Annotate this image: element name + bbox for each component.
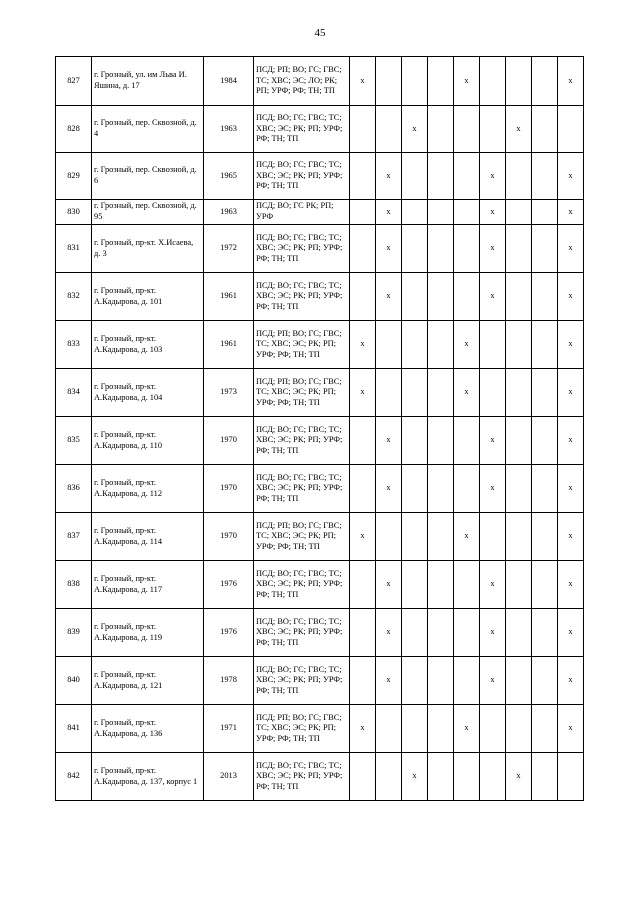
mark-cell: х — [350, 513, 376, 561]
engineering-systems: ПСД; РП; ВО; ГС; ГВС; ТС; ХВС; ЭС; РК; РП; УРФ; РФ; ТН; ТП — [254, 369, 350, 417]
mark-cell — [350, 106, 376, 153]
mark-cell — [402, 57, 428, 106]
building-address: г. Грозный, пр-кт. А.Кадырова, д. 137, корпус 1 — [92, 753, 204, 801]
mark-cell: х — [376, 561, 402, 609]
mark-cell — [350, 465, 376, 513]
building-address: г. Грозный, пр-кт. А.Кадырова, д. 117 — [92, 561, 204, 609]
mark-cell: х — [558, 369, 584, 417]
engineering-systems: ПСД; ВО; ГС; ГВС; ТС; ХВС; ЭС; РК; РП; УРФ; РФ; ТН; ТП — [254, 225, 350, 273]
table-row — [56, 200, 584, 225]
mark-cell — [376, 753, 402, 801]
mark-cell — [428, 657, 454, 705]
build-year: 1984 — [204, 57, 254, 106]
mark-cell — [428, 369, 454, 417]
mark-cell — [506, 273, 532, 321]
mark-cell — [376, 106, 402, 153]
mark-cell — [506, 321, 532, 369]
engineering-systems: ПСД; РП; ВО; ГС; ГВС; ТС; ХВС; ЭС; РК; РП; УРФ; РФ; ТН; ТП — [254, 321, 350, 369]
mark-cell — [402, 200, 428, 225]
mark-cell: х — [558, 513, 584, 561]
engineering-systems: ПСД; ВО; ГС; ГВС; ТС; ХВС; ЭС; РК; РП; УРФ; РФ; ТН; ТП — [254, 106, 350, 153]
mark-cell: х — [480, 657, 506, 705]
build-year: 1965 — [204, 153, 254, 200]
mark-cell: х — [376, 225, 402, 273]
table-row — [56, 153, 584, 200]
building-address: г. Грозный, пер. Сквозной, д. 4 — [92, 106, 204, 153]
table-row — [56, 225, 584, 273]
build-year: 1963 — [204, 106, 254, 153]
mark-cell — [428, 753, 454, 801]
engineering-systems: ПСД; РП; ВО; ГС; ГВС; ТС; ХВС; ЭС; РК; РП; УРФ; РФ; ТН; ТП — [254, 705, 350, 753]
mark-cell — [454, 657, 480, 705]
mark-cell — [402, 225, 428, 273]
mark-cell — [402, 417, 428, 465]
mark-cell: х — [350, 705, 376, 753]
engineering-systems: ПСД; РП; ВО; ГС; ГВС; ТС; ХВС; ЭС; РК; РП; УРФ; РФ; ТН; ТП — [254, 513, 350, 561]
mark-cell — [532, 609, 558, 657]
mark-cell: х — [558, 321, 584, 369]
mark-cell — [506, 705, 532, 753]
mark-cell — [532, 417, 558, 465]
mark-cell — [532, 753, 558, 801]
mark-cell: х — [454, 513, 480, 561]
mark-cell — [532, 321, 558, 369]
row-number: 828 — [56, 106, 92, 153]
page-number: 45 — [314, 27, 326, 39]
mark-cell: х — [558, 225, 584, 273]
building-registry-table — [55, 56, 584, 801]
mark-cell — [402, 465, 428, 513]
table-row — [56, 465, 584, 513]
mark-cell — [428, 465, 454, 513]
table-row — [56, 705, 584, 753]
building-address: г. Грозный, пр-кт. Х.Исаева, д. 3 — [92, 225, 204, 273]
mark-cell — [350, 200, 376, 225]
build-year: 1976 — [204, 609, 254, 657]
row-number: 831 — [56, 225, 92, 273]
mark-cell — [480, 57, 506, 106]
engineering-systems: ПСД; ВО; ГС; ГВС; ТС; ХВС; ЭС; РК; РП; УРФ; РФ; ТН; ТП — [254, 657, 350, 705]
row-number: 837 — [56, 513, 92, 561]
mark-cell — [532, 513, 558, 561]
mark-cell — [402, 705, 428, 753]
building-address: г. Грозный, пр-кт. А.Кадырова, д. 104 — [92, 369, 204, 417]
mark-cell: х — [480, 225, 506, 273]
engineering-systems: ПСД; РП; ВО; ГС; ГВС; ТС; ХВС; ЭС; ЛО; РК; РП; УРФ; РФ; ТН; ТП — [254, 57, 350, 106]
engineering-systems: ПСД; ВО; ГС; ГВС; ТС; ХВС; ЭС; РК; РП; УРФ; РФ; ТН; ТП — [254, 753, 350, 801]
engineering-systems: ПСД; ВО; ГС; ГВС; ТС; ХВС; ЭС; РК; РП; УРФ; РФ; ТН; ТП — [254, 273, 350, 321]
row-number: 832 — [56, 273, 92, 321]
building-address: г. Грозный, пр-кт. А.Кадырова, д. 110 — [92, 417, 204, 465]
mark-cell — [532, 273, 558, 321]
mark-cell — [402, 513, 428, 561]
build-year: 1961 — [204, 273, 254, 321]
mark-cell — [350, 657, 376, 705]
mark-cell — [350, 153, 376, 200]
mark-cell: х — [558, 657, 584, 705]
mark-cell: х — [454, 705, 480, 753]
mark-cell — [402, 657, 428, 705]
table-row — [56, 417, 584, 465]
build-year: 1972 — [204, 225, 254, 273]
mark-cell: х — [558, 57, 584, 106]
mark-cell — [506, 225, 532, 273]
mark-cell: х — [376, 200, 402, 225]
table-row — [56, 657, 584, 705]
build-year: 1976 — [204, 561, 254, 609]
building-address: г. Грозный, пер. Сквозной, д. 6 — [92, 153, 204, 200]
mark-cell — [454, 273, 480, 321]
mark-cell: х — [506, 753, 532, 801]
mark-cell — [454, 753, 480, 801]
mark-cell — [532, 57, 558, 106]
mark-cell — [532, 705, 558, 753]
engineering-systems: ПСД; ВО; ГС; ГВС; ТС; ХВС; ЭС; РК; РП; УРФ; РФ; ТН; ТП — [254, 465, 350, 513]
mark-cell — [506, 417, 532, 465]
mark-cell — [506, 369, 532, 417]
mark-cell — [532, 561, 558, 609]
mark-cell: х — [350, 57, 376, 106]
mark-cell — [376, 369, 402, 417]
mark-cell — [506, 57, 532, 106]
table-row — [56, 753, 584, 801]
mark-cell — [558, 106, 584, 153]
table-row — [56, 609, 584, 657]
mark-cell: х — [480, 465, 506, 513]
mark-cell — [376, 705, 402, 753]
mark-cell — [376, 321, 402, 369]
build-year: 1973 — [204, 369, 254, 417]
mark-cell — [428, 153, 454, 200]
mark-cell — [428, 321, 454, 369]
mark-cell — [402, 609, 428, 657]
mark-cell — [532, 369, 558, 417]
building-address: г. Грозный, пр-кт. А.Кадырова, д. 121 — [92, 657, 204, 705]
mark-cell — [428, 273, 454, 321]
build-year: 1963 — [204, 200, 254, 225]
building-address: г. Грозный, пер. Сквозной, д. 95 — [92, 200, 204, 225]
mark-cell — [350, 273, 376, 321]
mark-cell: х — [506, 106, 532, 153]
mark-cell — [506, 465, 532, 513]
mark-cell — [506, 609, 532, 657]
mark-cell: х — [558, 200, 584, 225]
engineering-systems: ПСД; ВО; ГС; ГВС; ТС; ХВС; ЭС; РК; РП; УРФ; РФ; ТН; ТП — [254, 609, 350, 657]
mark-cell — [532, 153, 558, 200]
building-address: г. Грозный, пр-кт. А.Кадырова, д. 114 — [92, 513, 204, 561]
row-number: 834 — [56, 369, 92, 417]
mark-cell — [350, 225, 376, 273]
table-row — [56, 321, 584, 369]
building-address: г. Грозный, пр-кт. А.Кадырова, д. 112 — [92, 465, 204, 513]
mark-cell — [428, 705, 454, 753]
mark-cell: х — [558, 465, 584, 513]
mark-cell — [428, 561, 454, 609]
mark-cell: х — [558, 273, 584, 321]
row-number: 827 — [56, 57, 92, 106]
mark-cell — [532, 657, 558, 705]
row-number: 842 — [56, 753, 92, 801]
build-year: 1978 — [204, 657, 254, 705]
mark-cell — [506, 561, 532, 609]
row-number: 830 — [56, 200, 92, 225]
mark-cell: х — [454, 57, 480, 106]
mark-cell — [506, 657, 532, 705]
engineering-systems: ПСД; ВО; ГС; ГВС; ТС; ХВС; ЭС; РК; РП; УРФ; РФ; ТН; ТП — [254, 417, 350, 465]
mark-cell — [428, 57, 454, 106]
mark-cell: х — [480, 153, 506, 200]
mark-cell — [506, 513, 532, 561]
row-number: 838 — [56, 561, 92, 609]
mark-cell: х — [558, 609, 584, 657]
mark-cell: х — [376, 465, 402, 513]
table-row — [56, 57, 584, 106]
mark-cell: х — [402, 106, 428, 153]
mark-cell: х — [376, 609, 402, 657]
mark-cell — [480, 321, 506, 369]
mark-cell — [454, 465, 480, 513]
mark-cell — [350, 753, 376, 801]
engineering-systems: ПСД; ВО; ГС РК; РП; УРФ — [254, 200, 350, 225]
mark-cell — [402, 321, 428, 369]
mark-cell: х — [454, 321, 480, 369]
table-body — [56, 57, 584, 801]
building-address: г. Грозный, пр-кт. А.Кадырова, д. 103 — [92, 321, 204, 369]
mark-cell: х — [350, 321, 376, 369]
mark-cell — [454, 200, 480, 225]
mark-cell — [480, 705, 506, 753]
mark-cell — [506, 200, 532, 225]
build-year: 1971 — [204, 705, 254, 753]
mark-cell — [428, 513, 454, 561]
building-address: г. Грозный, пр-кт. А.Кадырова, д. 136 — [92, 705, 204, 753]
mark-cell — [558, 753, 584, 801]
mark-cell — [480, 369, 506, 417]
mark-cell — [532, 225, 558, 273]
mark-cell — [402, 369, 428, 417]
mark-cell: х — [558, 417, 584, 465]
mark-cell — [402, 561, 428, 609]
mark-cell — [480, 106, 506, 153]
row-number: 839 — [56, 609, 92, 657]
mark-cell — [428, 200, 454, 225]
row-number: 841 — [56, 705, 92, 753]
building-address: г. Грозный, пр-кт. А.Кадырова, д. 101 — [92, 273, 204, 321]
mark-cell — [532, 465, 558, 513]
mark-cell: х — [376, 153, 402, 200]
table-row — [56, 369, 584, 417]
table-row — [56, 561, 584, 609]
build-year: 1970 — [204, 417, 254, 465]
mark-cell — [532, 200, 558, 225]
mark-cell: х — [558, 561, 584, 609]
mark-cell — [402, 273, 428, 321]
build-year: 1970 — [204, 465, 254, 513]
table-row — [56, 106, 584, 153]
mark-cell — [454, 153, 480, 200]
mark-cell: х — [376, 417, 402, 465]
mark-cell — [428, 225, 454, 273]
row-number: 840 — [56, 657, 92, 705]
mark-cell: х — [480, 417, 506, 465]
row-number: 833 — [56, 321, 92, 369]
build-year: 1961 — [204, 321, 254, 369]
mark-cell — [428, 417, 454, 465]
building-address: г. Грозный, ул. им Льва И. Яшина, д. 17 — [92, 57, 204, 106]
mark-cell: х — [376, 657, 402, 705]
table-row — [56, 273, 584, 321]
mark-cell — [454, 417, 480, 465]
building-address: г. Грозный, пр-кт. А.Кадырова, д. 119 — [92, 609, 204, 657]
mark-cell — [376, 57, 402, 106]
mark-cell — [454, 225, 480, 273]
engineering-systems: ПСД; ВО; ГС; ГВС; ТС; ХВС; ЭС; РК; РП; УРФ; РФ; ТН; ТП — [254, 561, 350, 609]
mark-cell: х — [376, 273, 402, 321]
mark-cell — [428, 106, 454, 153]
mark-cell — [506, 153, 532, 200]
mark-cell: х — [480, 561, 506, 609]
row-number: 835 — [56, 417, 92, 465]
mark-cell — [480, 753, 506, 801]
mark-cell: х — [558, 153, 584, 200]
mark-cell: х — [402, 753, 428, 801]
mark-cell — [454, 106, 480, 153]
build-year: 1970 — [204, 513, 254, 561]
mark-cell — [376, 513, 402, 561]
mark-cell: х — [480, 273, 506, 321]
mark-cell — [350, 561, 376, 609]
engineering-systems: ПСД; ВО; ГС; ГВС; ТС; ХВС; ЭС; РК; РП; УРФ; РФ; ТН; ТП — [254, 153, 350, 200]
mark-cell: х — [480, 200, 506, 225]
mark-cell: х — [558, 705, 584, 753]
mark-cell — [532, 106, 558, 153]
mark-cell — [454, 561, 480, 609]
row-number: 829 — [56, 153, 92, 200]
table-row — [56, 513, 584, 561]
mark-cell: х — [480, 609, 506, 657]
mark-cell — [454, 609, 480, 657]
mark-cell: х — [350, 369, 376, 417]
mark-cell — [350, 609, 376, 657]
mark-cell — [480, 513, 506, 561]
mark-cell — [350, 417, 376, 465]
build-year: 2013 — [204, 753, 254, 801]
row-number: 836 — [56, 465, 92, 513]
mark-cell — [402, 153, 428, 200]
mark-cell — [428, 609, 454, 657]
mark-cell: х — [454, 369, 480, 417]
